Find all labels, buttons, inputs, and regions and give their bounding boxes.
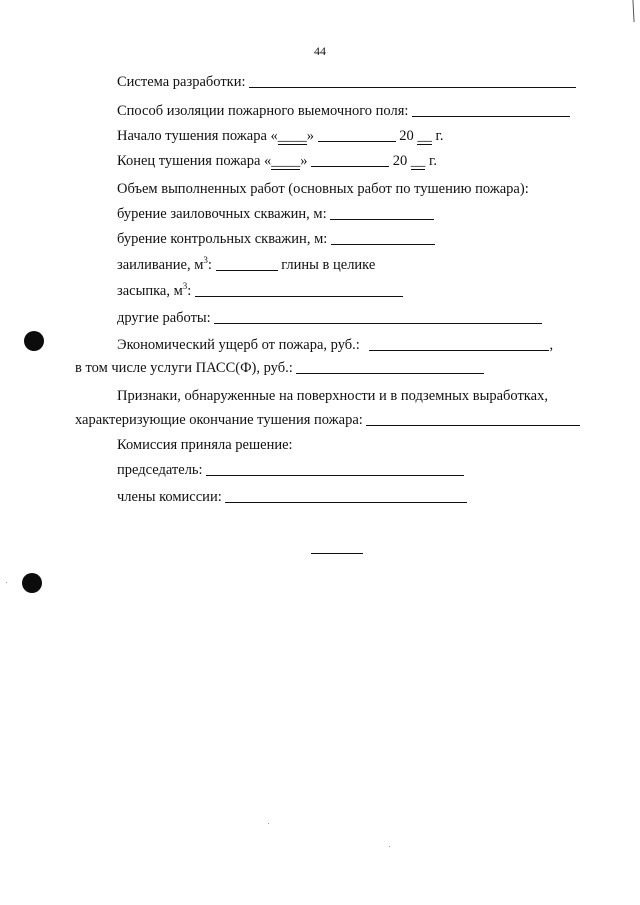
scan-speck — [6, 582, 7, 583]
members-field — [117, 488, 467, 506]
end-year: 20 — [392, 153, 408, 169]
signs-field — [75, 411, 580, 429]
chairman-blank[interactable] — [206, 474, 464, 476]
end-month-blank[interactable] — [311, 165, 389, 167]
end-year-blank[interactable]: __ — [410, 153, 426, 169]
volume-heading: Объем выполненных работ (основных работ по тушению пожара): — [117, 181, 529, 197]
damage-label: Экономический ущерб от пожара, руб.: — [117, 337, 360, 353]
other-works-label: другие работы: — [117, 310, 211, 326]
punch-hole — [22, 573, 42, 593]
backfill-label: засыпка, м — [117, 283, 183, 299]
end-label: Конец тушения пожара « — [117, 153, 272, 169]
other-works-field — [117, 309, 542, 327]
chairman-field — [117, 461, 464, 479]
isolation-blank[interactable] — [412, 115, 570, 117]
backfill-colon: : — [187, 283, 192, 299]
drilling-control-field — [117, 230, 435, 248]
start-day-blank[interactable]: ____ — [277, 128, 307, 144]
system-label: Система разработки: — [117, 74, 246, 90]
other-works-blank[interactable] — [214, 322, 542, 324]
silting-field — [117, 256, 375, 274]
damage-comma: , — [549, 337, 554, 353]
backfill-sup: 3 — [182, 281, 188, 291]
drilling-silt-blank[interactable] — [330, 218, 434, 220]
pass-services-field — [75, 359, 484, 377]
start-g: г. — [435, 128, 444, 144]
silting-tail: глины в целике — [281, 257, 376, 273]
start-quote-close: » — [306, 128, 315, 144]
signs-blank[interactable] — [366, 424, 580, 426]
members-label: члены комиссии: — [117, 489, 222, 505]
isolation-field — [117, 102, 570, 120]
fire-start-field — [117, 127, 443, 145]
punch-hole — [24, 331, 44, 351]
drilling-silt-label: бурение заиловочных скважин, м: — [117, 206, 327, 222]
pass-services-blank[interactable] — [296, 372, 484, 374]
pass-services-label: в том числе услуги ПАСС(Ф), руб.: — [75, 360, 293, 376]
silting-blank[interactable] — [216, 269, 278, 271]
end-g: г. — [429, 153, 437, 169]
page-number: 44 — [314, 44, 326, 58]
silting-label: заиливание, м — [117, 257, 204, 273]
start-label: Начало тушения пожара « — [117, 128, 278, 144]
drilling-control-label: бурение контрольных скважин, м: — [117, 231, 328, 247]
silting-sup: 3 — [203, 255, 208, 265]
members-blank[interactable] — [225, 501, 467, 503]
drilling-control-blank[interactable] — [331, 243, 435, 245]
page-edge-mark — [632, 0, 634, 22]
end-day-blank[interactable]: ____ — [271, 153, 301, 169]
signs-line-1: Признаки, обнаруженные на поверхности и в подземных выработках, — [117, 388, 548, 404]
chairman-label: председатель: — [117, 462, 203, 478]
isolation-label: Способ изоляции пожарного выемочного поля: — [117, 103, 409, 119]
scan-speck — [389, 846, 390, 847]
system-blank[interactable] — [249, 86, 576, 88]
damage-field — [117, 336, 553, 354]
system-field — [117, 73, 576, 91]
commission-heading: Комиссия приняла решение: — [117, 437, 293, 453]
fire-end-field — [117, 152, 437, 170]
backfill-field — [117, 282, 403, 300]
drilling-silt-field — [117, 205, 434, 223]
start-year: 20 — [399, 128, 414, 144]
end-quote-close: » — [300, 153, 308, 169]
start-month-blank[interactable] — [318, 140, 396, 142]
signs-label: характеризующие окончание тушения пожара: — [75, 412, 363, 428]
backfill-blank[interactable] — [195, 295, 403, 297]
silting-colon: : — [207, 257, 212, 273]
end-separator — [311, 553, 363, 554]
scan-speck — [268, 823, 269, 824]
start-year-blank[interactable]: __ — [417, 128, 432, 144]
damage-blank[interactable] — [369, 349, 549, 351]
